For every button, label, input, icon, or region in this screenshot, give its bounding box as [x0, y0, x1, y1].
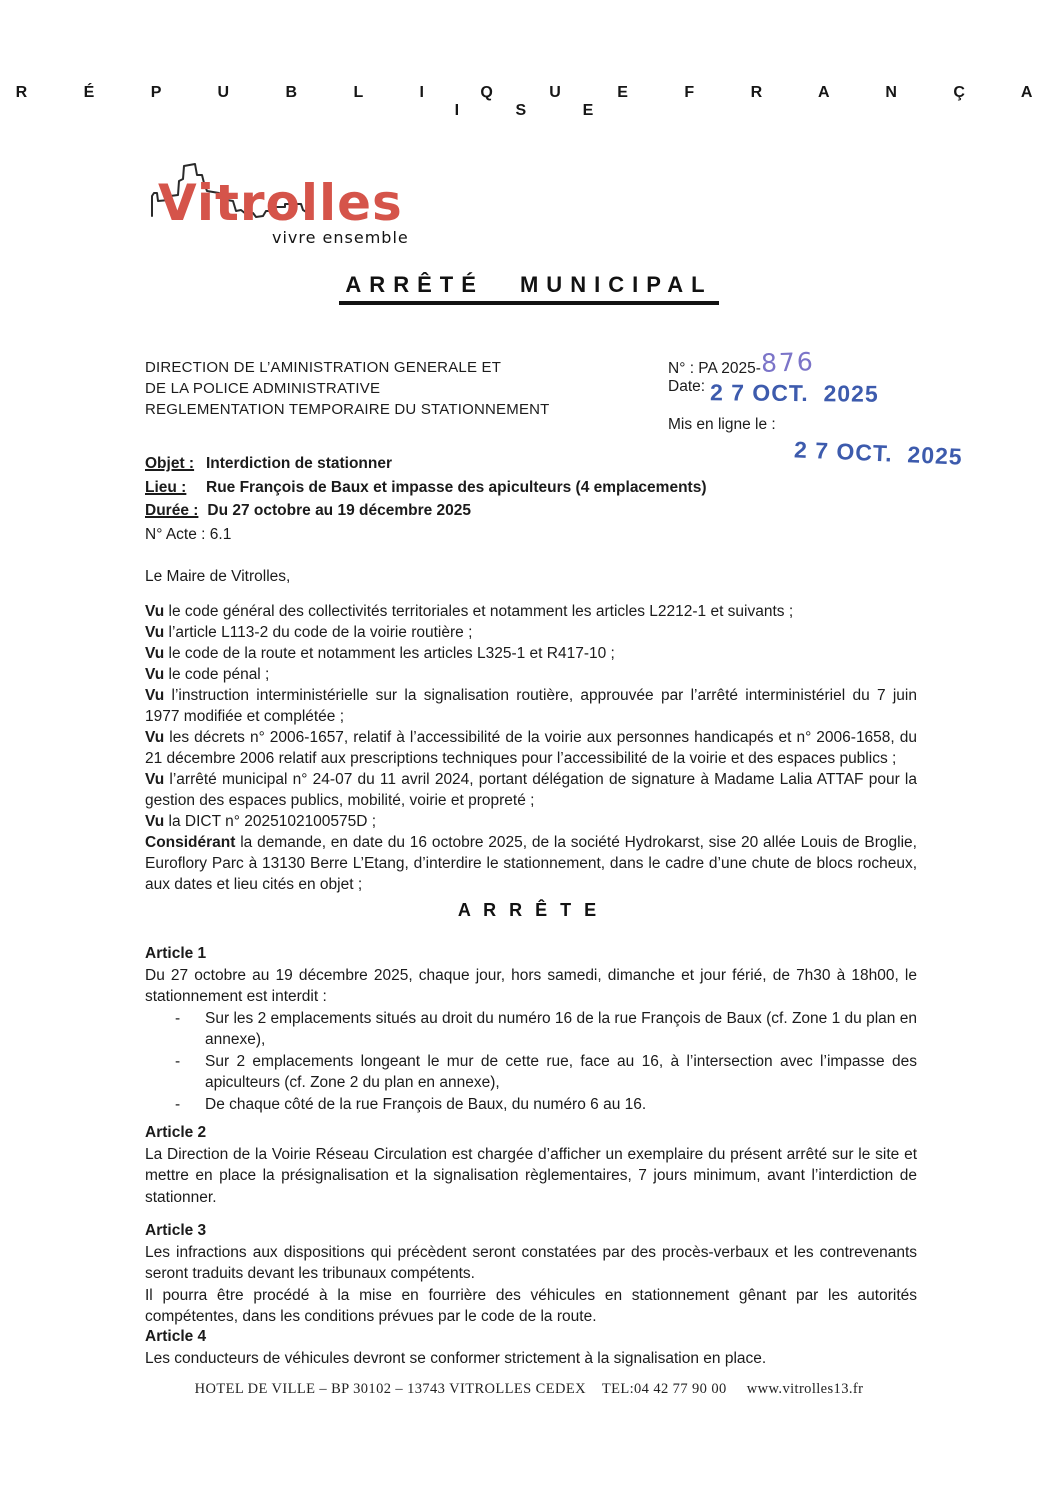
logo-tagline: vivre ensemble [272, 228, 409, 247]
subject-duree-label: Durée : [145, 502, 199, 519]
date-stamp: 2 7 OCT. 2025 [709, 379, 879, 407]
bullet-item [145, 1051, 917, 1094]
recital: Vu l’instruction interministérielle sur la signalisation routière, approuvée par l’arrêté interministériel du 7 juin 1977 modifiée et complétée ; [145, 687, 917, 725]
article-2 [145, 1122, 917, 1208]
article-paragraph: Les infractions aux dispositions qui précèdent seront constatées par des procès-verbaux et les contrevenants seront traduits devant les tribunaux compétents. [145, 1243, 917, 1282]
article-4 [145, 1326, 917, 1369]
article-title: Article 2 [145, 1124, 207, 1141]
bullet-dash: - [175, 1052, 181, 1070]
recital: Vu le code pénal ; [145, 666, 270, 683]
article-title: Article 1 [145, 945, 207, 962]
online-label: Mis en ligne le : [668, 416, 776, 433]
direction-line-2: DE LA POLICE ADMINISTRATIVE [145, 380, 381, 397]
subject-objet-value: Interdiction de stationner [206, 455, 393, 472]
salutation: Le Maire de Vitrolles, [145, 568, 291, 585]
recital: Vu le code de la route et notamment les articles L325-1 et R417-10 ; [145, 645, 615, 662]
doc-number-label: N° : PA 2025- [668, 360, 761, 377]
doc-number-handwritten: 876 [760, 347, 816, 378]
bullet-item [145, 1094, 917, 1116]
recital: Considérant la demande, en date du 16 octobre 2025, de la société Hydrokarst, sise 20 allée Louis de Broglie, Euroflory Parc à 13130 Berre L’Etang, d’interdire le stationnement, dans le cadre d’une chute de blocs rocheux, aux dates et lieu cités en objet ; [145, 834, 917, 893]
bullet-dash: - [175, 1009, 181, 1027]
bullet-text: De chaque côté de la rue François de Baux, du numéro 6 au 16. [205, 1095, 647, 1113]
subject-duree-value: Du 27 octobre au 19 décembre 2025 [207, 502, 472, 519]
article-paragraph: Du 27 octobre au 19 décembre 2025, chaque jour, hors samedi, dimanche et jour férié, de 7h30 à 18h00, le stationnement est interdit : [145, 966, 917, 1005]
document-title: ARRÊTÉ MUNICIPAL [0, 272, 1058, 305]
subject-lieu-row [145, 476, 925, 500]
direction-line-3: REGLEMENTATION TEMPORAIRE DU STATIONNEMENT [145, 401, 550, 418]
recital: Vu le code général des collectivités territoriales et notamment les articles L2212-1 et suivants ; [145, 603, 794, 620]
subject-objet-label: Objet : [145, 455, 195, 472]
article-paragraph: Il pourra être procédé à la mise en fourrière des véhicules en stationnement gênant par les autorités compétentes, dans les conditions prévues par le code de la route. [145, 1286, 917, 1325]
recital: Vu la DICT n° 2025102100575D ; [145, 813, 377, 830]
recital: Vu l’article L113-2 du code de la voirie routière ; [145, 624, 473, 641]
article-paragraph: La Direction de la Voirie Réseau Circulation est chargée d’afficher un exemplaire du présent arrêté sur le site et mettre en place la présignalisation et la signalisation règlementaires, 7 jours minimum, avant l’interdiction de stationner. [145, 1145, 917, 1206]
issuing-direction [145, 357, 625, 420]
city-logo [150, 148, 470, 258]
bullet-dash: - [175, 1095, 181, 1113]
recital: Vu l’arrêté municipal n° 24-07 du 11 avril 2024, portant délégation de signature à Madame Lalia ATTAF pour la gestion des espaces publics, mobilité, voirie et propreté ; [145, 771, 917, 809]
article-1-bullets [145, 1008, 917, 1116]
article-1 [145, 943, 917, 1115]
bullet-item [145, 1008, 917, 1051]
subject-objet-row [145, 452, 925, 476]
online-stamp: 2 7 OCT. 2025 [793, 436, 964, 470]
logo-wordmark: Vitrolles [158, 174, 403, 232]
bullet-text: Sur les 2 emplacements situés au droit du numéro 16 de la rue François de Baux (cf. Zone 1 du plan en annexe), [205, 1009, 917, 1048]
arrete-heading: A R R Ê T E [457, 900, 601, 920]
bullet-text: Sur 2 emplacements longeant le mur de cette rue, face au 16, à l’intersection avec l’impasse des apiculteurs (cf. Zone 2 du plan en annexe), [205, 1052, 917, 1091]
article-title: Article 4 [145, 1328, 207, 1345]
republic-heading: R É P U B L I Q U E F R A N Ç A I S E [15, 84, 1043, 119]
subject-acte: N° Acte : 6.1 [145, 525, 232, 543]
recital: Vu les décrets n° 2006-1657, relatif à l’accessibilité de la voirie aux personnes handicapés et n° 2006-1658, du 21 décembre 2006 relatif aux prescriptions techniques pour l’accessibilité de la voirie et des espaces publics ; [145, 729, 917, 767]
subject-lieu-value: Rue François de Baux et impasse des apiculteurs (4 emplacements) [206, 478, 707, 496]
subject-duree-row [145, 499, 925, 523]
direction-line-1: DIRECTION DE L’AMINISTRATION GENERALE ET [145, 359, 502, 376]
article-3 [145, 1220, 917, 1328]
article-paragraph: Les conducteurs de véhicules devront se conformer strictement à la signalisation en place. [145, 1349, 767, 1367]
article-title: Article 3 [145, 1222, 207, 1239]
recitals-block [145, 601, 917, 895]
subject-acte-row [145, 523, 925, 547]
subject-block [145, 452, 925, 546]
subject-lieu-label: Lieu : [145, 478, 187, 496]
date-label: Date: [668, 378, 706, 395]
footer-line: HOTEL DE VILLE – BP 30102 – 13743 VITROLLES CEDEX TEL:04 42 77 90 00 www.vitrolles13.fr [194, 1381, 864, 1397]
doc-number-line [668, 347, 1008, 378]
